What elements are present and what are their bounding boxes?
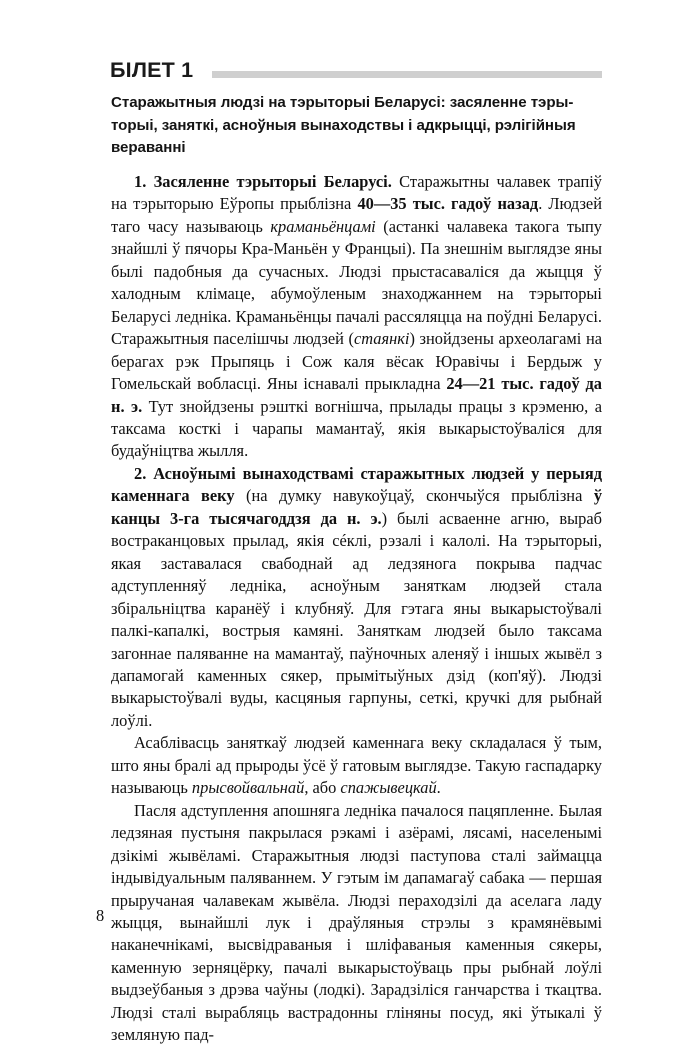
- section-3-text-e: .: [436, 778, 441, 798]
- ticket-header: [110, 56, 602, 86]
- section-3-italic-term-1: прысвойвальнай: [191, 778, 305, 798]
- header-rule-divider: [212, 71, 602, 78]
- section-1-text-e: (астанкі чалавека такога тыпу знайшлі ў пячоры Кра-Маньён у Францыі). Па знешнім выглядзе яны былі падобныя да сучасных. Людзі прыстасаваліся да жыцця ў халодным клімаце, абумоўленым знаходжаннем на тэрыторыі Беларусі ледніка. Краманьёнцы пачалі рассяляцца на поўдні Беларусі. Старажытныя паселішчы людзей (: [111, 216, 602, 349]
- section-1-italic-term-2: стаянкі: [354, 329, 410, 349]
- section-1-bold-date-2: 24—21 тыс. гадоў да н. э.: [111, 374, 602, 416]
- section-3-italic-term-2: спажывецкай: [340, 778, 437, 798]
- section-1-text-a: Старажытны чалавек трапіў на тэрыторыю Еўропы прыблізна: [111, 172, 602, 214]
- section-3-text-a: Асаблівасць заняткаў людзей каменнага веку складалася ў тым, што яны бралі ад прыроды ўсё ў гатовым выглядзе. Такую гаспадарку называюць: [111, 733, 602, 798]
- section-1-italic-term-1: краманьёнцамі: [270, 216, 376, 236]
- ticket-number-label: БІЛЕТ 1: [110, 58, 194, 83]
- section-2-heading: 2. Асноўнымі вынаходствамі старажытных людзей у перыяд каменнага веку: [111, 463, 602, 506]
- section-1-text-i: Тут знойдзены рэшткі вогнішча, прылады працы з крэменю, а таксама косткі і чарапы мамантаў, якія выкарыстоўваліся для будаўніцтва жылля.: [111, 396, 602, 461]
- section-1-text-g: ) знойдзены археолагамі на берагах рэк Прыпяць і Сож каля вёсак Юравічы і Бердыж у Гомельскай вобласці. Яны існавалі прыкладна: [111, 329, 602, 394]
- section-2-bold-date: ў канцы 3-га тысячагоддзя да н. э.: [111, 486, 603, 528]
- paragraph-section-1: [111, 171, 602, 463]
- paragraph-section-3: [111, 732, 602, 799]
- paragraph-section-2: [111, 463, 602, 732]
- paragraph-section-4: Пасля адступлення апошняга ледніка пачалося пацяпленне. Былая ледзяная пустыня пакрылася рэкамі і азёрамі, лясамі, населенымі дзікімі жывёламі. Старажытныя людзі паступова сталі займацца індывідуальным паляваннем. У гэтым ім дапамагаў сабака — першая прыручаная чалавекам жывёла. Людзі пераходзілі да аселага ладу жыцця, вынайшлі лук і драўляныя стрэлы з крамянёвымі наканечнікамі, высвідраваныя і шліфаваныя каменныя сякеры, каменную зерняцёрку, пачалі выкарыстоўваць пры рыбнай лоўлі выдзеўбаныя з дрэва чаўны (лодкі). Зарадзіліся ганчарства і ткацтва. Людзі сталі вырабляць вастрадонны гліняны посуд, які ўтыкалі ў земляную пад-: [111, 800, 602, 1045]
- section-1-heading: 1. Засяленне тэрыторыі Беларусі.: [134, 172, 392, 191]
- section-3-text-c: , або: [304, 778, 341, 798]
- section-2-text-d: ) былі асваенне агню, выраб востраканцовых прылад, якія céклі, рэзалі і калолі. На тэрыторыі, якая заставалася свабоднай ад ледзянога покрыва падчас адступленняў ледніка, асноўным заняткам людзей стала збіральніцтва каранёў і клубняў. Для гэтага яны выкарыстоўвалі палкі-капалкі, вострыя камяні. Заняткам людзей было таксама загоннае паляванне на мамантаў, паўночных аленяў і іншых жывёл з дапамогай каменных сякер, прымітыўных дзід (коп'яў). Людзі выкарыстоўвалі вуды, касцяныя гарпуны, сеткі, кручкі для рыбнай лоўлі.: [111, 508, 602, 730]
- ticket-subtitle: Старажытныя людзі на тэрыторыі Беларусі: засяленне тэрыторыі, заняткі, асноўныя вынаходствы і адкрыцці, рэлігійныя вераванні: [111, 94, 576, 157]
- section-2-text-b: (на думку навукоўцаў, скончыўся прыблізна: [234, 486, 594, 506]
- page-number: 8: [96, 906, 105, 925]
- section-1-text-c: . Людзей таго часу называюць: [111, 194, 602, 236]
- body-text: [111, 171, 602, 1047]
- section-1-bold-date-1: 40—35 тыс. гадоў назад: [357, 194, 539, 214]
